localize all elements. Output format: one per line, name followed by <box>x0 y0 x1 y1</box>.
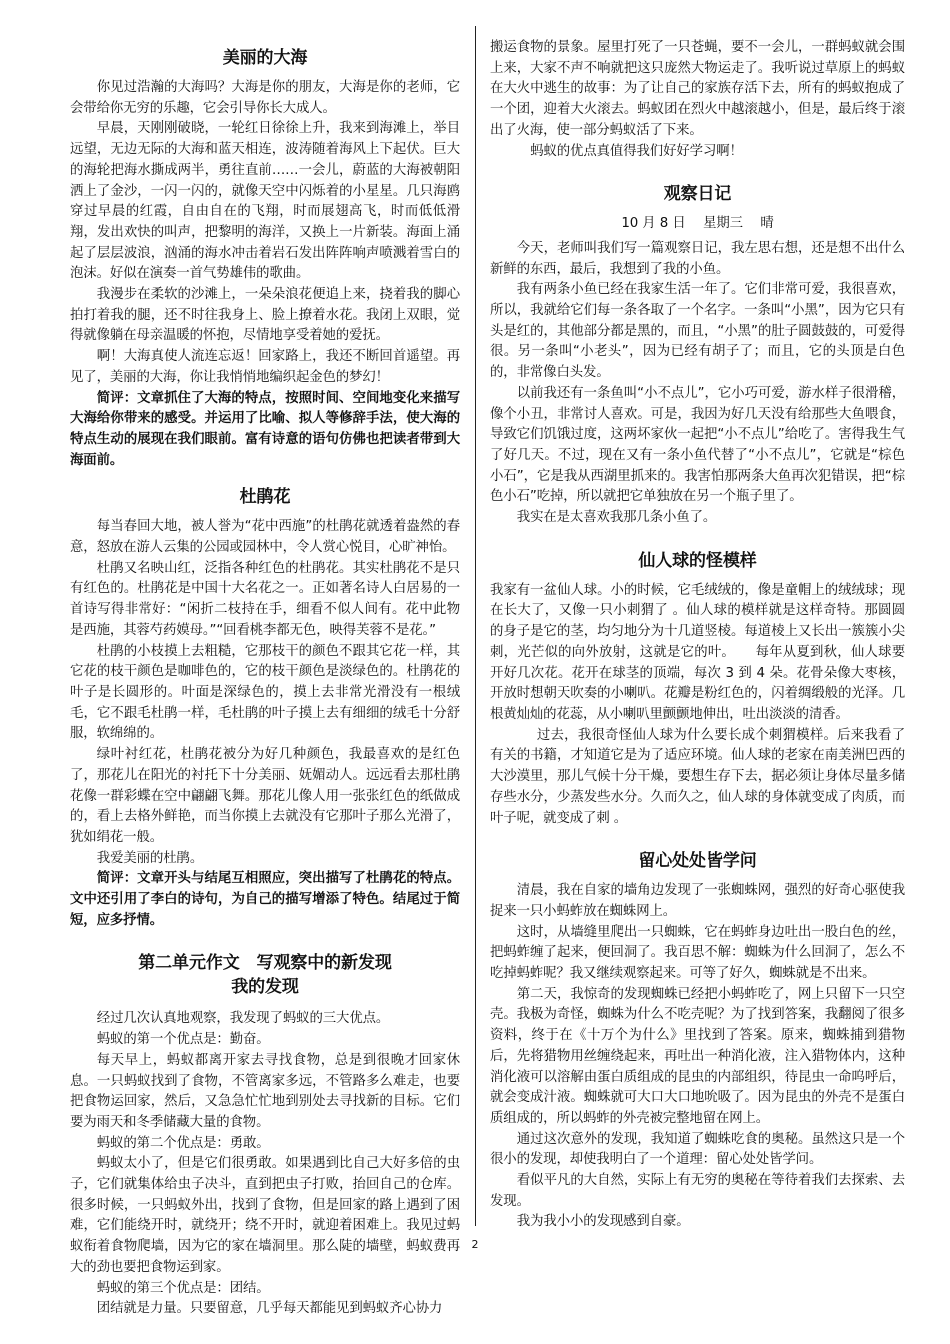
paragraph: 蚂蚁的第三个优点是：团结。 <box>96 1280 270 1296</box>
paragraph: 我漫步在柔软的沙滩上，一朵朵浪花便追上来，挠着我的脚心拍打着我的腿，还不时往我身上、脸上撩着水花。我闭上双眼，觉得就像躺在母亲温暖的怀抱，尽情地享受着她的爱抚。 <box>70 287 460 344</box>
essay-body-diary <box>490 239 905 529</box>
paragraph: 啊！大海真使人流连忘返！回家路上，我还不断回首遥望。再见了，美丽的大海，你让我悄悄地编织起金色的梦幻！ <box>70 349 460 385</box>
essay-comment: 简评：文章抓住了大海的特点，按照时间、空间地变化来描写大海给你带来的感受。并运用了比喻、拟人等修辞手法，使大海的特点生动的展现在我们眼前。富有诗意的语句仿佛也把读者带到大海面前。 <box>70 390 460 468</box>
paragraph: 每当春回大地，被人誉为“花中西施”的杜鹃花就透着盎然的春意，怒放在游人云集的公园或园林中，令人赏心悦目，心旷神怡。 <box>70 519 460 556</box>
paragraph: 经过几次认真地观察，我发现了蚂蚁的三大优点。 <box>96 1011 390 1027</box>
essay-title-diary: 观察日记 <box>663 184 732 205</box>
essay-body-azalea <box>70 517 460 931</box>
paragraph: 看似平凡的大自然，实际上有无穷的奥秘在等待着我们去探索、去发现。 <box>490 1173 905 1209</box>
essay-title-azalea: 杜鹃花 <box>239 487 291 508</box>
paragraph: 杜鹃的小枝摸上去粗糙，它那枝干的颜色不跟其它花一样，其它花的枝干颜色是咖啡色的，它的枝干颜色是淡绿色的。杜鹃花的叶子是长圆形的。叶面是深绿色的，摸上去非常光滑没有一根绒毛，它不跟毛杜鹃一样，毛杜鹃的叶子摸上去有细细的绒毛十分舒服，软绵绵的。 <box>70 643 460 742</box>
page-number: 2 <box>471 1238 479 1251</box>
essay-comment: 简评：文章开头与结尾互相照应，突出描写了杜鹃花的特点。文中还引用了李白的诗句，为自己的描写增添了特色。结尾过于简短，应多抒情。 <box>70 871 460 928</box>
paragraph: 你见过浩瀚的大海吗？大海是你的朋友，大海是你的老师，它会带给你无穷的乐趣，它会引导你长大成人。 <box>70 80 460 116</box>
paragraph: 蚂蚁的第一个优点是：勤奋。 <box>96 1032 270 1048</box>
paragraph: 我爱美丽的杜鹃。 <box>96 850 204 866</box>
paragraph: 蚂蚁的第二个优点是：勇敢。 <box>96 1135 270 1151</box>
paragraph: 我为我小小的发现感到自豪。 <box>516 1214 690 1230</box>
paragraph: 清晨，我在自家的墙角边发现了一张蜘蛛网，强烈的好奇心驱使我捉来一只小蚂蚱放在蜘蛛网上。 <box>490 883 905 919</box>
essay-body-discovery-continued <box>490 38 905 162</box>
paragraph: 蚂蚁的优点真值得我们好好学习啊！ <box>530 143 743 159</box>
column-divider <box>475 26 476 1226</box>
essay-body-cactus <box>490 581 905 829</box>
essay-body-sea <box>70 78 460 471</box>
paragraph: 杜鹃又名映山红，泛指各种红色的杜鹃花。其实杜鹃花不是只有红色的。杜鹃花是中国十大名花之一。正如著名诗人白居易的一首诗写得非常好：“闲折二枝持在手，细看不似人间有。花中此物是西施，其蓉芍药嫫母。”“回看桃李都无色，映得芙蓉不是花。” <box>70 560 460 638</box>
paragraph: 搬运食物的景象。屋里打死了一只苍蝇，要不一会儿，一群蚂蚁就会围上来，大家不声不响就把这只庞然大物运走了。我听说过草原上的蚂蚁在大火中逃生的故事：为了让自己的家族存活下去，所有的蚂蚁抱成了一个团，迎着大火滚去。蚂蚁团在烈火中越滚越小，但是，最后终于滚出了火海，使一部分蚂蚁活了下来。 <box>490 40 905 138</box>
diary-date: 10 月 8 日 星期三 晴 <box>621 216 774 232</box>
right-column <box>490 38 905 1238</box>
paragraph: 团结就是力量。只要留意，几乎每天都能见到蚂蚁齐心协力 <box>96 1301 443 1317</box>
paragraph: 我有两条小鱼已经在我家生活一年了。它们非常可爱，我很喜欢，所以，我就给它们每一条各取了一个名字。一条叫“小黑”，因为它只有头是红的，其他部分都是黑的，而且，“小黑”的肚子圆鼓鼓的，可爱得很。另一条叫“小老头”，因为已经有胡子了；而且，它的头顶是白色的，非常像白头发。 <box>490 282 905 381</box>
essay-title-sea: 美丽的大海 <box>222 48 308 68</box>
unit-heading: 第二单元作文 写观察中的新发现 <box>138 953 392 974</box>
left-column <box>70 38 460 1317</box>
paragraph: 过去，我很奇怪仙人球为什么要长成个刺猬模样。后来我看了有关的书籍，才知道它是为了适应环境。仙人球的老家在南美洲巴西的大沙漠里，那儿气候十分干燥，要想生存下去，据必须让身体尽量多储存些水分，少蒸发些水分。久而久之，仙人球的身体就变成了肉质，而叶子呢，就变成了刺 。 <box>490 727 905 826</box>
paragraph: 通过这次意外的发现，我知道了蜘蛛吃食的奥秘。虽然这只是一个很小的发现，却使我明白了一个道理：留心处处皆学问。 <box>490 1131 905 1168</box>
essay-title-learning: 留心处处皆学问 <box>638 851 757 872</box>
essay-title-cactus: 仙人球的怪模样 <box>638 550 757 571</box>
essay-title-discovery: 我的发现 <box>231 977 299 998</box>
paragraph: 绿叶衬红花，杜鹃花被分为好几种颜色，我最喜欢的是红色了，那花儿在阳光的衬托下十分美丽、妩媚动人。远远看去那杜鹃花像一群彩蝶在空中翩翩飞舞。那花儿像人用一张张红色的纸做成的，看上去格外鲜艳，而当你摸上去就没有它那叶子那么光滑了，犹如绢花一般。 <box>70 747 460 845</box>
paragraph: 早晨，天刚刚破晓，一轮红日徐徐上升，我来到海滩上，举目远望，无边无际的大海和蓝天相连，波涛随着海风上下起伏。巨大的海轮把海水撕成两半，勇往直前……一会儿，蔚蓝的大海被朝阳洒上了金沙，一闪一闪的，就像天空中闪烁着的小星星。几只海鸥穿过早晨的红霞，自由自在的飞翔，时而展翅高飞，时而低低滑翔，发出欢快的叫声，把黎明的海洋，又换上一片新装。海面上涌起了层层波浪，汹涌的海水冲击着岩石发出阵阵响声喷溅着雪白的泡沫。好似在演奏一首气势雄伟的歌曲。 <box>70 121 460 282</box>
paragraph: 每天早上，蚂蚁都离开家去寻找食物，总是到很晚才回家休息。一只蚂蚁找到了食物，不管离家多远，不管路多么难走，也要把食物运回家，然后，又急急忙忙地到别处去寻找新的目标。它们要为雨天和冬季储藏大量的食物。 <box>70 1052 460 1130</box>
paragraph: 蚂蚁太小了，但是它们很勇敢。如果遇到比自己大好多倍的虫子，它们就集体给虫子决斗，直到把虫子打败，抬回自己的仓库。很多时候，一只蚂蚁外出，找到了食物，但是回家的路上遇到了困难，它们能绕开时，就绕开；绕不开时，就迎着困难上。我见过蚂蚁衔着食物爬墙，因为它的家在墙洞里。那么陡的墙壁，蚂蚁费再大的劲也要把食物运到家。 <box>70 1156 460 1275</box>
paragraph: 我家有一盆仙人球。小的时候，它毛绒绒的，像是童帽上的绒绒球；现在长大了，又像一只小刺猬了 。仙人球的模样就是这样奇特。那圆圆的身子是它的茎，均匀地分为十几道竖棱。每道棱上又长出一簇簇小尖刺，光芒似的向外放射，这就是它的叶。 每年从夏到秋，仙人球要开好几次花。花开在球茎的顶端，每次 3 到 4 朵。花骨朵像大枣核，开放时想朝天吹奏的小喇叭。花瓣是粉红色的，闪着绸缎般的光泽。几根黄灿灿的花蕊，从小喇叭里颤颤地伸出，吐出淡淡的清香。 <box>490 582 905 722</box>
paragraph: 我实在是太喜欢我那几条小鱼了。 <box>516 510 717 526</box>
paragraph: 这时，从墙缝里爬出一只蜘蛛，它在蚂蚱身边吐出一股白色的丝，把蚂蚱缠了起来，便回洞了。我百思不解：蜘蛛为什么回洞了，怎么不吃掉蚂蚱呢？我又继续观察起来。可等了好久，蜘蛛就是不出来。 <box>490 924 905 982</box>
essay-body-discovery <box>70 1009 460 1320</box>
paragraph: 今天，老师叫我们写一篇观察日记，我左思右想，还是想不出什么新鲜的东西，最后，我想到了我的小鱼。 <box>490 240 905 277</box>
paragraph: 第二天，我惊奇的发现蜘蛛已经把小蚂蚱吃了，网上只留下一只空壳。我极为奇怪，蜘蛛为什么不吃壳呢？为了找到答案，我翻阅了很多资料，终于在《十万个为什么》里找到了答案。原来，蜘蛛捕到猎物后，先将猎物用丝缠绕起来，再吐出一种消化液，注入猎物体内，这种消化液可以溶解由蛋白质组成的昆虫的内部组织，待昆虫一命呜呼后，就会变成汁液。蜘蛛就可大口大口地吮吸了。因为昆虫的外壳不是蛋白质组成的，所以蚂蚱的外壳被完整地留在网上。 <box>490 986 905 1126</box>
essay-body-learning <box>490 881 905 1233</box>
paragraph: 以前我还有一条鱼叫“小不点儿”，它小巧可爱，游水样子很滑稽，像个小丑，非常讨人喜欢。可是，我因为好几天没有给那些大鱼喂食，导致它们饥饿过度，这两坏家伙一起把“小不点儿”给吃了。害得我生气了好几天。不过，现在又有一条小鱼代替了“小不点儿”，它就是“棕色小石”，它是我从西湖里抓来的。我害怕那两条大鱼再次犯错误，把“棕色小石”吃掉，所以就把它单独放在另一个瓶子里了。 <box>490 385 905 505</box>
